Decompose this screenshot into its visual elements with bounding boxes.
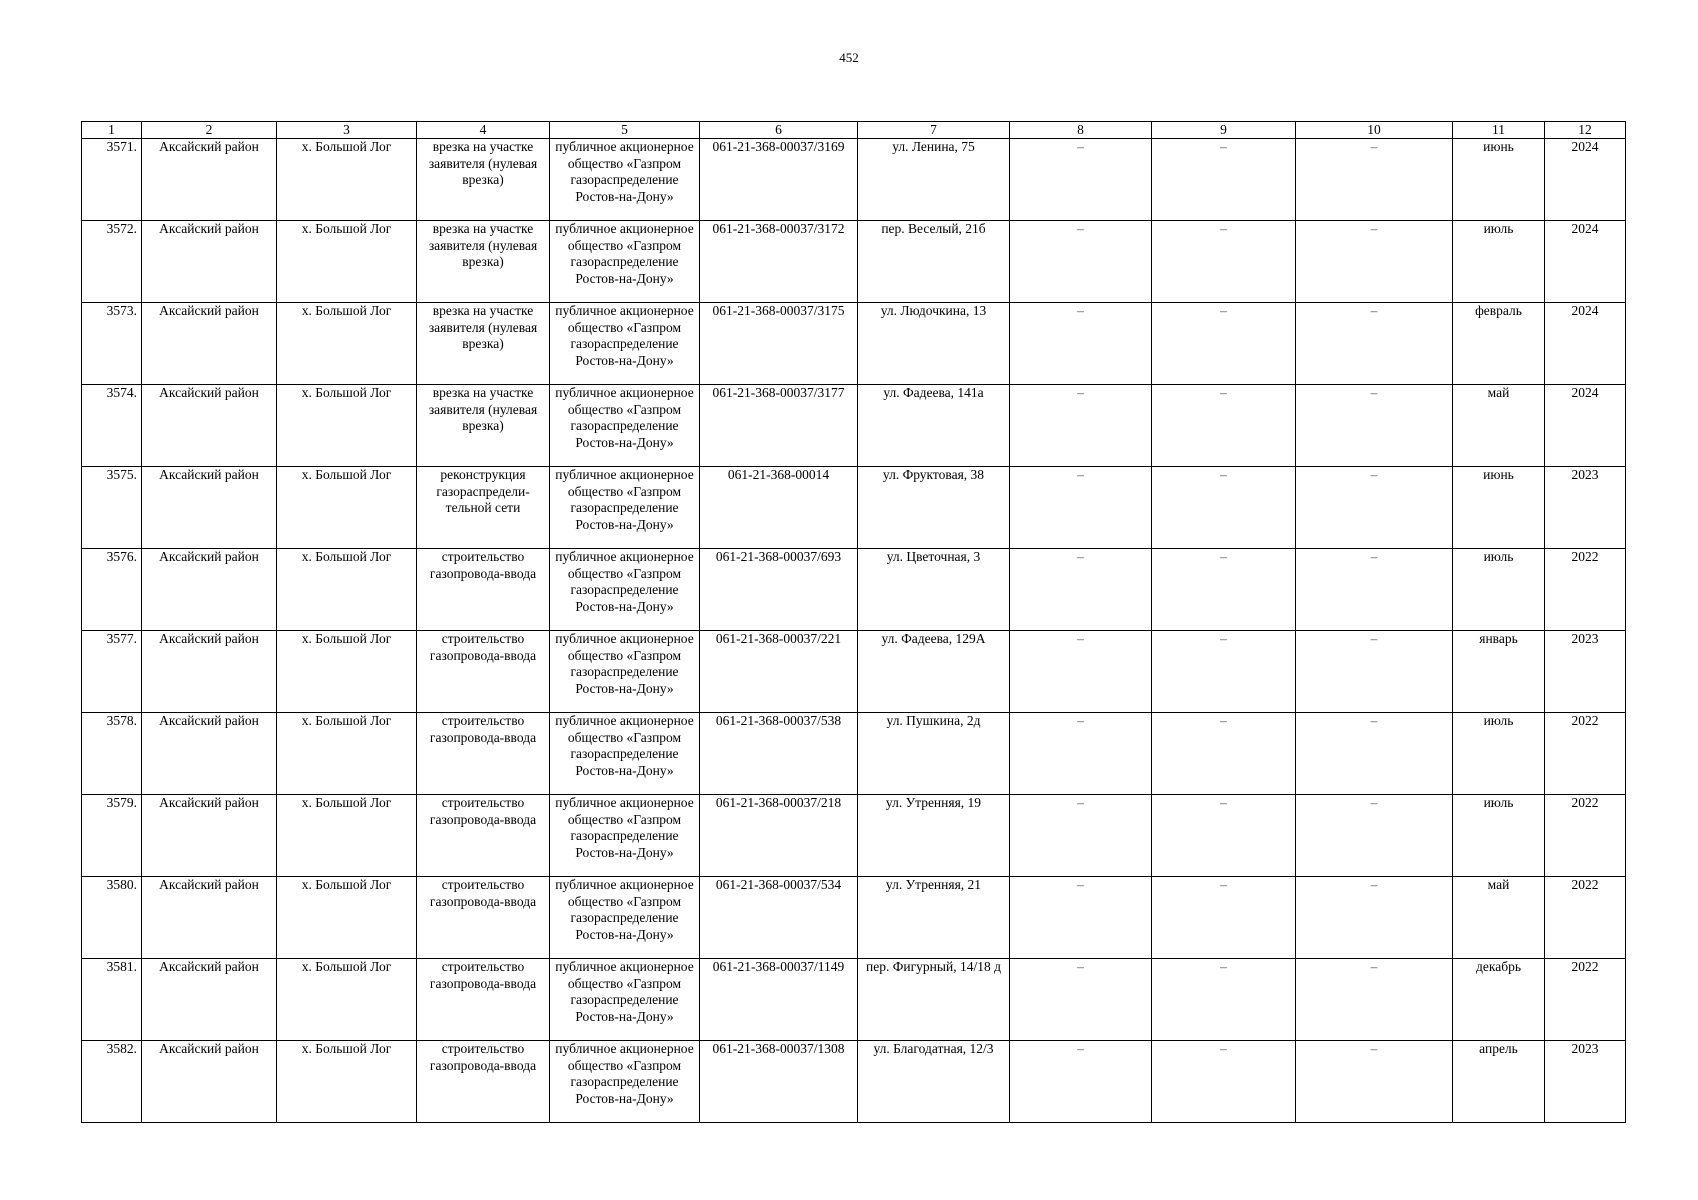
object-code-cell: 061-21-368-00037/3177 xyxy=(700,385,858,467)
table-row xyxy=(82,1041,1626,1123)
row-number: 3578. xyxy=(82,713,142,795)
district-cell: Аксайский район xyxy=(142,795,277,877)
address-cell: пер. Веселый, 21б xyxy=(858,221,1010,303)
table-row xyxy=(82,385,1626,467)
col8-cell: – xyxy=(1010,1041,1152,1123)
address-cell: пер. Фигурный, 14/18 д xyxy=(858,959,1010,1041)
work-type-cell: строительство газопровода-ввода xyxy=(417,959,550,1041)
district-cell: Аксайский район xyxy=(142,549,277,631)
organization-cell: публичное акционерное общество «Газпром газораспределение Ростов-на-Дону» xyxy=(550,139,700,221)
work-type-cell: врезка на участке заявителя (нулевая врезка) xyxy=(417,221,550,303)
settlement-cell: х. Большой Лог xyxy=(277,549,417,631)
col10-cell: – xyxy=(1296,631,1453,713)
col8-cell: – xyxy=(1010,303,1152,385)
work-type-cell: реконструкция газораспредели-тельной сети xyxy=(417,467,550,549)
row-number: 3574. xyxy=(82,385,142,467)
work-type-cell: врезка на участке заявителя (нулевая врезка) xyxy=(417,139,550,221)
table-row xyxy=(82,713,1626,795)
row-number: 3575. xyxy=(82,467,142,549)
object-code-cell: 061-21-368-00037/1308 xyxy=(700,1041,858,1123)
column-header: 11 xyxy=(1453,122,1545,139)
year-cell: 2023 xyxy=(1545,631,1626,713)
col9-cell: – xyxy=(1152,877,1296,959)
col10-cell: – xyxy=(1296,877,1453,959)
col8-cell: – xyxy=(1010,221,1152,303)
column-header: 6 xyxy=(700,122,858,139)
column-header: 7 xyxy=(858,122,1010,139)
work-type-cell: строительство газопровода-ввода xyxy=(417,1041,550,1123)
organization-cell: публичное акционерное общество «Газпром газораспределение Ростов-на-Дону» xyxy=(550,713,700,795)
year-cell: 2022 xyxy=(1545,713,1626,795)
object-code-cell: 061-21-368-00037/538 xyxy=(700,713,858,795)
work-type-cell: строительство газопровода-ввода xyxy=(417,631,550,713)
settlement-cell: х. Большой Лог xyxy=(277,221,417,303)
district-cell: Аксайский район xyxy=(142,303,277,385)
month-cell: февраль xyxy=(1453,303,1545,385)
organization-cell: публичное акционерное общество «Газпром газораспределение Ростов-на-Дону» xyxy=(550,467,700,549)
address-cell: ул. Фадеева, 141а xyxy=(858,385,1010,467)
organization-cell: публичное акционерное общество «Газпром газораспределение Ростов-на-Дону» xyxy=(550,631,700,713)
row-number: 3580. xyxy=(82,877,142,959)
col9-cell: – xyxy=(1152,467,1296,549)
col8-cell: – xyxy=(1010,631,1152,713)
table-row xyxy=(82,959,1626,1041)
district-cell: Аксайский район xyxy=(142,139,277,221)
table-row xyxy=(82,139,1626,221)
organization-cell: публичное акционерное общество «Газпром газораспределение Ростов-на-Дону» xyxy=(550,959,700,1041)
object-code-cell: 061-21-368-00037/693 xyxy=(700,549,858,631)
table-row xyxy=(82,877,1626,959)
row-number: 3582. xyxy=(82,1041,142,1123)
col9-cell: – xyxy=(1152,139,1296,221)
work-type-cell: врезка на участке заявителя (нулевая врезка) xyxy=(417,385,550,467)
col9-cell: – xyxy=(1152,713,1296,795)
work-type-cell: строительство газопровода-ввода xyxy=(417,713,550,795)
month-cell: май xyxy=(1453,385,1545,467)
address-cell: ул. Утренняя, 19 xyxy=(858,795,1010,877)
month-cell: май xyxy=(1453,877,1545,959)
table-row xyxy=(82,221,1626,303)
year-cell: 2024 xyxy=(1545,221,1626,303)
year-cell: 2023 xyxy=(1545,467,1626,549)
district-cell: Аксайский район xyxy=(142,221,277,303)
column-header: 1 xyxy=(82,122,142,139)
col10-cell: – xyxy=(1296,385,1453,467)
district-cell: Аксайский район xyxy=(142,713,277,795)
table-row xyxy=(82,303,1626,385)
register-body xyxy=(82,139,1626,1123)
col9-cell: – xyxy=(1152,959,1296,1041)
col9-cell: – xyxy=(1152,795,1296,877)
month-cell: июнь xyxy=(1453,139,1545,221)
col10-cell: – xyxy=(1296,221,1453,303)
col9-cell: – xyxy=(1152,221,1296,303)
settlement-cell: х. Большой Лог xyxy=(277,467,417,549)
work-type-cell: строительство газопровода-ввода xyxy=(417,795,550,877)
address-cell: ул. Цветочная, 3 xyxy=(858,549,1010,631)
col10-cell: – xyxy=(1296,139,1453,221)
organization-cell: публичное акционерное общество «Газпром газораспределение Ростов-на-Дону» xyxy=(550,385,700,467)
table-row xyxy=(82,631,1626,713)
district-cell: Аксайский район xyxy=(142,1041,277,1123)
row-number: 3577. xyxy=(82,631,142,713)
column-header: 10 xyxy=(1296,122,1453,139)
row-number: 3572. xyxy=(82,221,142,303)
organization-cell: публичное акционерное общество «Газпром газораспределение Ростов-на-Дону» xyxy=(550,877,700,959)
settlement-cell: х. Большой Лог xyxy=(277,959,417,1041)
organization-cell: публичное акционерное общество «Газпром газораспределение Ростов-на-Дону» xyxy=(550,303,700,385)
row-number: 3579. xyxy=(82,795,142,877)
month-cell: декабрь xyxy=(1453,959,1545,1041)
address-cell: ул. Фадеева, 129А xyxy=(858,631,1010,713)
object-code-cell: 061-21-368-00014 xyxy=(700,467,858,549)
column-header: 2 xyxy=(142,122,277,139)
col10-cell: – xyxy=(1296,795,1453,877)
month-cell: апрель xyxy=(1453,1041,1545,1123)
object-code-cell: 061-21-368-00037/3175 xyxy=(700,303,858,385)
district-cell: Аксайский район xyxy=(142,959,277,1041)
organization-cell: публичное акционерное общество «Газпром газораспределение Ростов-на-Дону» xyxy=(550,221,700,303)
address-cell: ул. Ленина, 75 xyxy=(858,139,1010,221)
col9-cell: – xyxy=(1152,1041,1296,1123)
year-cell: 2022 xyxy=(1545,877,1626,959)
column-header: 9 xyxy=(1152,122,1296,139)
object-code-cell: 061-21-368-00037/221 xyxy=(700,631,858,713)
column-header: 5 xyxy=(550,122,700,139)
col8-cell: – xyxy=(1010,467,1152,549)
settlement-cell: х. Большой Лог xyxy=(277,795,417,877)
header-row xyxy=(82,122,1626,139)
address-cell: ул. Утренняя, 21 xyxy=(858,877,1010,959)
month-cell: июль xyxy=(1453,713,1545,795)
row-number: 3576. xyxy=(82,549,142,631)
work-type-cell: строительство газопровода-ввода xyxy=(417,549,550,631)
district-cell: Аксайский район xyxy=(142,385,277,467)
object-code-cell: 061-21-368-00037/3172 xyxy=(700,221,858,303)
row-number: 3581. xyxy=(82,959,142,1041)
col10-cell: – xyxy=(1296,713,1453,795)
month-cell: июль xyxy=(1453,221,1545,303)
col10-cell: – xyxy=(1296,959,1453,1041)
settlement-cell: х. Большой Лог xyxy=(277,385,417,467)
year-cell: 2022 xyxy=(1545,549,1626,631)
district-cell: Аксайский район xyxy=(142,877,277,959)
row-number: 3571. xyxy=(82,139,142,221)
work-type-cell: врезка на участке заявителя (нулевая врезка) xyxy=(417,303,550,385)
col10-cell: – xyxy=(1296,1041,1453,1123)
year-cell: 2024 xyxy=(1545,385,1626,467)
year-cell: 2024 xyxy=(1545,139,1626,221)
address-cell: ул. Фруктовая, 38 xyxy=(858,467,1010,549)
col9-cell: – xyxy=(1152,385,1296,467)
settlement-cell: х. Большой Лог xyxy=(277,1041,417,1123)
year-cell: 2023 xyxy=(1545,1041,1626,1123)
col8-cell: – xyxy=(1010,877,1152,959)
settlement-cell: х. Большой Лог xyxy=(277,631,417,713)
col9-cell: – xyxy=(1152,549,1296,631)
register-table xyxy=(81,121,1626,1123)
col10-cell: – xyxy=(1296,549,1453,631)
object-code-cell: 061-21-368-00037/534 xyxy=(700,877,858,959)
month-cell: июль xyxy=(1453,795,1545,877)
month-cell: июль xyxy=(1453,549,1545,631)
col10-cell: – xyxy=(1296,467,1453,549)
year-cell: 2022 xyxy=(1545,795,1626,877)
col8-cell: – xyxy=(1010,713,1152,795)
year-cell: 2024 xyxy=(1545,303,1626,385)
settlement-cell: х. Большой Лог xyxy=(277,877,417,959)
settlement-cell: х. Большой Лог xyxy=(277,303,417,385)
col8-cell: – xyxy=(1010,795,1152,877)
col8-cell: – xyxy=(1010,549,1152,631)
district-cell: Аксайский район xyxy=(142,467,277,549)
col8-cell: – xyxy=(1010,385,1152,467)
settlement-cell: х. Большой Лог xyxy=(277,139,417,221)
table-row xyxy=(82,467,1626,549)
object-code-cell: 061-21-368-00037/218 xyxy=(700,795,858,877)
address-cell: ул. Благодатная, 12/3 xyxy=(858,1041,1010,1123)
address-cell: ул. Людочкина, 13 xyxy=(858,303,1010,385)
col9-cell: – xyxy=(1152,631,1296,713)
column-header: 3 xyxy=(277,122,417,139)
object-code-cell: 061-21-368-00037/3169 xyxy=(700,139,858,221)
organization-cell: публичное акционерное общество «Газпром газораспределение Ростов-на-Дону» xyxy=(550,549,700,631)
settlement-cell: х. Большой Лог xyxy=(277,713,417,795)
col8-cell: – xyxy=(1010,139,1152,221)
organization-cell: публичное акционерное общество «Газпром газораспределение Ростов-на-Дону» xyxy=(550,1041,700,1123)
organization-cell: публичное акционерное общество «Газпром газораспределение Ростов-на-Дону» xyxy=(550,795,700,877)
work-type-cell: строительство газопровода-ввода xyxy=(417,877,550,959)
district-cell: Аксайский район xyxy=(142,631,277,713)
table-row xyxy=(82,795,1626,877)
page-number: 452 xyxy=(839,50,859,65)
month-cell: июнь xyxy=(1453,467,1545,549)
column-header: 12 xyxy=(1545,122,1626,139)
column-header: 4 xyxy=(417,122,550,139)
object-code-cell: 061-21-368-00037/1149 xyxy=(700,959,858,1041)
table-row xyxy=(82,549,1626,631)
column-header: 8 xyxy=(1010,122,1152,139)
col8-cell: – xyxy=(1010,959,1152,1041)
month-cell: январь xyxy=(1453,631,1545,713)
row-number: 3573. xyxy=(82,303,142,385)
year-cell: 2022 xyxy=(1545,959,1626,1041)
col9-cell: – xyxy=(1152,303,1296,385)
col10-cell: – xyxy=(1296,303,1453,385)
address-cell: ул. Пушкина, 2д xyxy=(858,713,1010,795)
